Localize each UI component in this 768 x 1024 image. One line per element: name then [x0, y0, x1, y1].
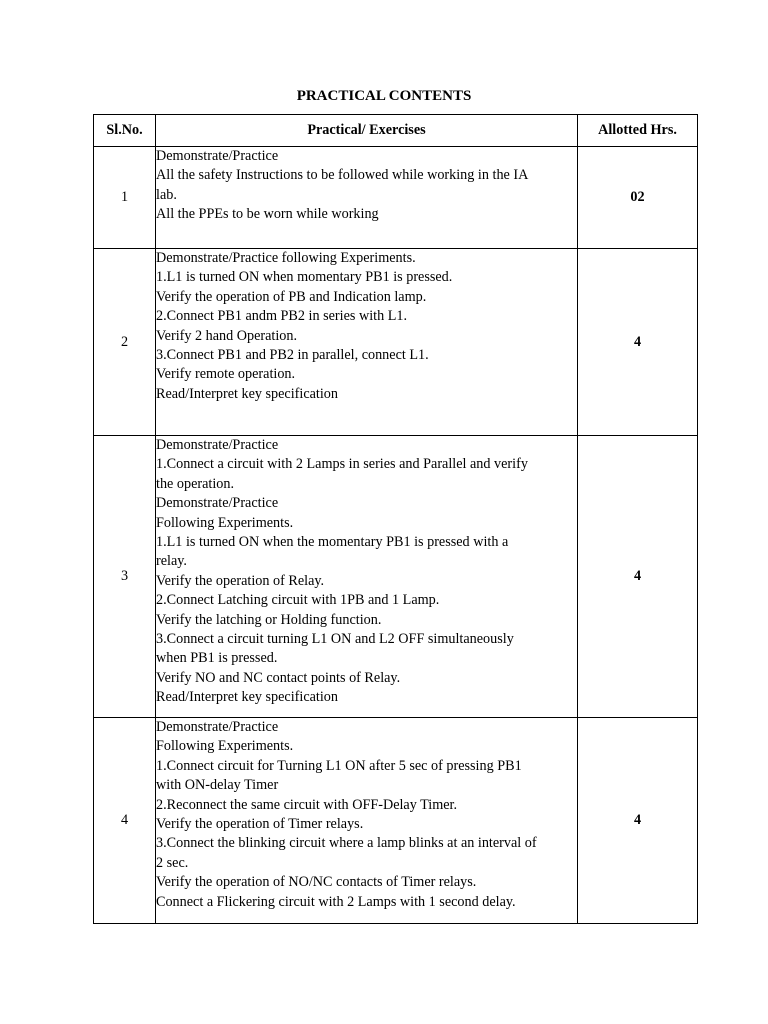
- exercise-line: Read/Interpret key specification: [156, 689, 338, 706]
- exercise-line: Verify the operation of Timer relays.: [156, 816, 364, 833]
- exercise-line: All the safety Instructions to be followed while working in the IA: [156, 167, 529, 184]
- exercise-line: Verify the operation of Relay.: [156, 572, 325, 589]
- exercise-line: 2.Connect PB1 andm PB2 in series with L1.: [156, 308, 408, 325]
- row-exercises: [156, 147, 578, 249]
- exercise-line: 2.Connect Latching circuit with 1PB and 1 Lamp.: [156, 592, 440, 609]
- table-row: [94, 718, 698, 924]
- table-row: [94, 249, 698, 436]
- exercise-line: the operation.: [156, 475, 235, 492]
- exercise-line: 3.Connect the blinking circuit where a lamp blinks at an interval of: [156, 835, 537, 852]
- exercise-line: Verify 2 hand Operation.: [156, 327, 298, 344]
- exercise-line: Verify remote operation.: [156, 366, 296, 383]
- exercise-line: relay.: [156, 553, 187, 570]
- exercise-line: Demonstrate/Practice: [156, 437, 279, 453]
- row-exercises: [156, 436, 578, 718]
- row-sl-no: 4: [94, 718, 156, 924]
- exercise-line: 1.L1 is turned ON when the momentary PB1 is pressed with a: [156, 534, 509, 551]
- exercise-line: lab.: [156, 186, 177, 203]
- practical-contents-table: [93, 114, 698, 924]
- row-sl-no: 2: [94, 249, 156, 436]
- header-allotted-hrs: Allotted Hrs.: [578, 115, 698, 147]
- exercise-line: 1.L1 is turned ON when momentary PB1 is pressed.: [156, 269, 453, 286]
- exercise-line: 3.Connect PB1 and PB2 in parallel, connect L1.: [156, 347, 429, 364]
- exercise-line: 1.Connect circuit for Turning L1 ON after 5 sec of pressing PB1: [156, 757, 522, 774]
- exercise-line: Verify the latching or Holding function.: [156, 611, 382, 628]
- exercise-line: Demonstrate/Practice following Experiments.: [156, 250, 416, 266]
- table-row: [94, 436, 698, 718]
- exercise-line: when PB1 is pressed.: [156, 650, 278, 667]
- row-exercises: [156, 718, 578, 924]
- row-allotted-hrs: 4: [578, 718, 698, 924]
- table-header-row: [94, 115, 698, 147]
- exercise-line: 1.Connect a circuit with 2 Lamps in series and Parallel and verify: [156, 456, 528, 473]
- exercise-line: Following Experiments.: [156, 738, 294, 755]
- page-title: PRACTICAL CONTENTS: [296, 88, 472, 104]
- row-exercises: [156, 249, 578, 436]
- exercise-line: 2.Reconnect the same circuit with OFF-Delay Timer.: [156, 796, 458, 813]
- exercise-line: Verify the operation of NO/NC contacts of Timer relays.: [156, 874, 477, 891]
- exercise-line: Connect a Flickering circuit with 2 Lamps with 1 second delay.: [156, 893, 516, 910]
- exercise-line: 3.Connect a circuit turning L1 ON and L2 OFF simultaneously: [156, 631, 514, 648]
- table-row: [94, 147, 698, 249]
- header-practical-exercises: Practical/ Exercises: [156, 115, 578, 147]
- row-allotted-hrs: 02: [578, 147, 698, 249]
- exercise-line: Demonstrate/Practice: [156, 148, 279, 164]
- exercise-line: Following Experiments.: [156, 514, 294, 531]
- exercise-line: Demonstrate/Practice: [156, 495, 279, 512]
- row-allotted-hrs: 4: [578, 436, 698, 718]
- header-sl-no: Sl.No.: [94, 115, 156, 147]
- exercise-line: with ON-delay Timer: [156, 777, 279, 794]
- exercise-line: Demonstrate/Practice: [156, 719, 279, 735]
- exercise-line: Verify NO and NC contact points of Relay.: [156, 669, 401, 686]
- exercise-line: All the PPEs to be worn while working: [156, 206, 379, 223]
- exercise-line: Verify the operation of PB and Indication lamp.: [156, 288, 427, 305]
- row-sl-no: 3: [94, 436, 156, 718]
- row-allotted-hrs: 4: [578, 249, 698, 436]
- row-sl-no: 1: [94, 147, 156, 249]
- exercise-line: Read/Interpret key specification: [156, 385, 338, 402]
- exercise-line: 2 sec.: [156, 854, 189, 871]
